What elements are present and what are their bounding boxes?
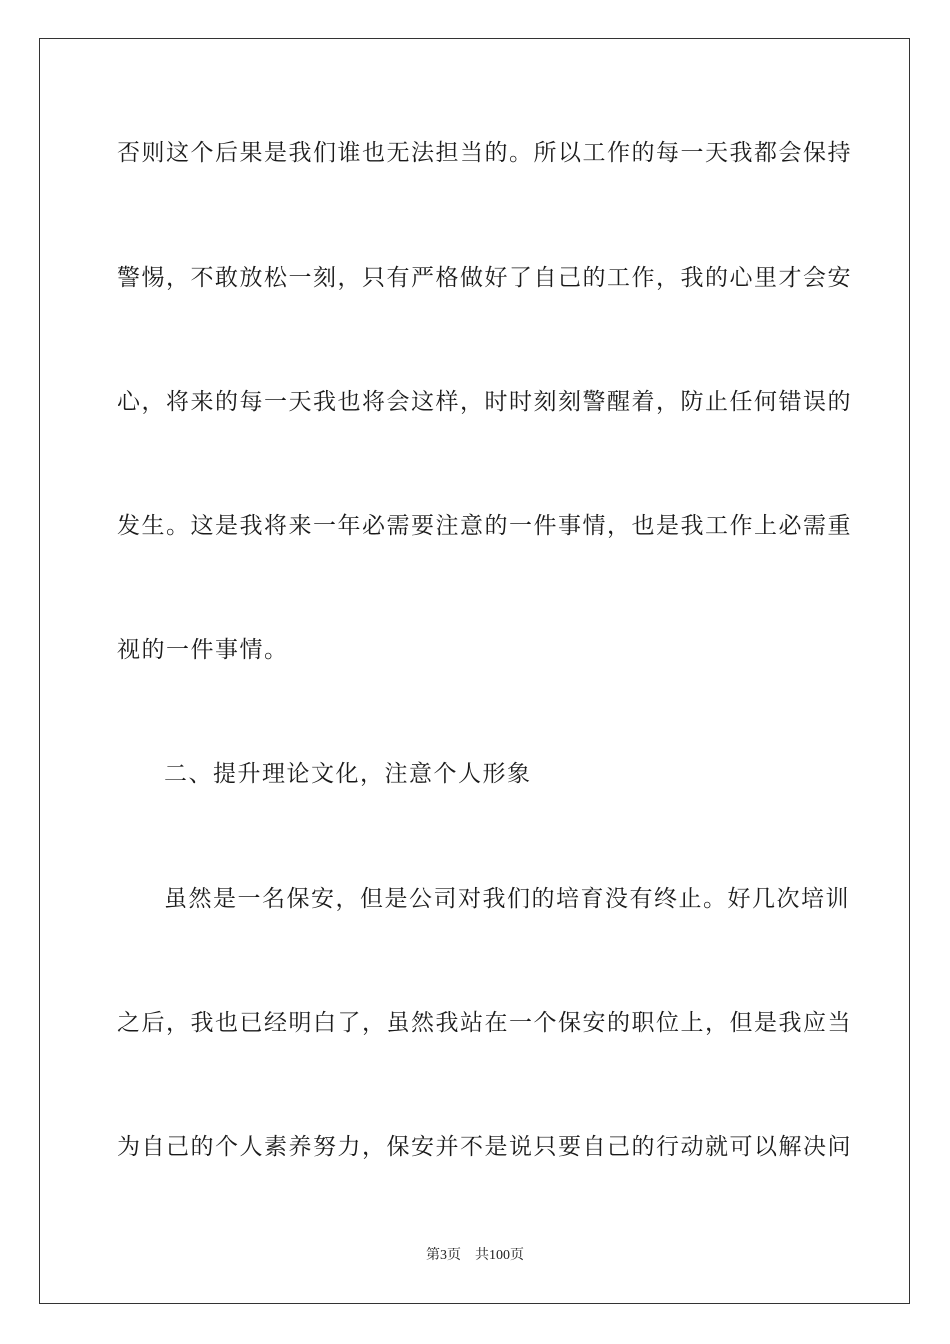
paragraph-line: 警惕，不敢放松一刻，只有严格做好了自己的工作，我的心里才会安 [117, 265, 852, 291]
section-heading: 二、提升理论文化，注意个人形象 [164, 761, 532, 787]
paragraph-line: 视的一件事情。 [117, 637, 289, 663]
page-total: 共100页 [475, 1248, 524, 1263]
paragraph-line: 为自己的个人素养努力，保安并不是说只要自己的行动就可以解决问 [117, 1134, 852, 1160]
paragraph-line: 之后，我也已经明白了，虽然我站在一个保安的职位上，但是我应当 [117, 1010, 852, 1036]
paragraph-line: 发生。这是我将来一年必需要注意的一件事情，也是我工作上必需重 [117, 513, 852, 539]
paragraph-line: 否则这个后果是我们谁也无法担当的。所以工作的每一天我都会保持 [117, 140, 852, 166]
paragraph-line: 虽然是一名保安，但是公司对我们的培育没有终止。好几次培训 [164, 886, 850, 912]
page-border [39, 38, 910, 1304]
page-number: 第3页 [426, 1248, 461, 1263]
paragraph-line: 心，将来的每一天我也将会这样，时时刻刻警醒着，防止任何错误的 [117, 389, 852, 415]
page-footer [0, 1247, 950, 1265]
